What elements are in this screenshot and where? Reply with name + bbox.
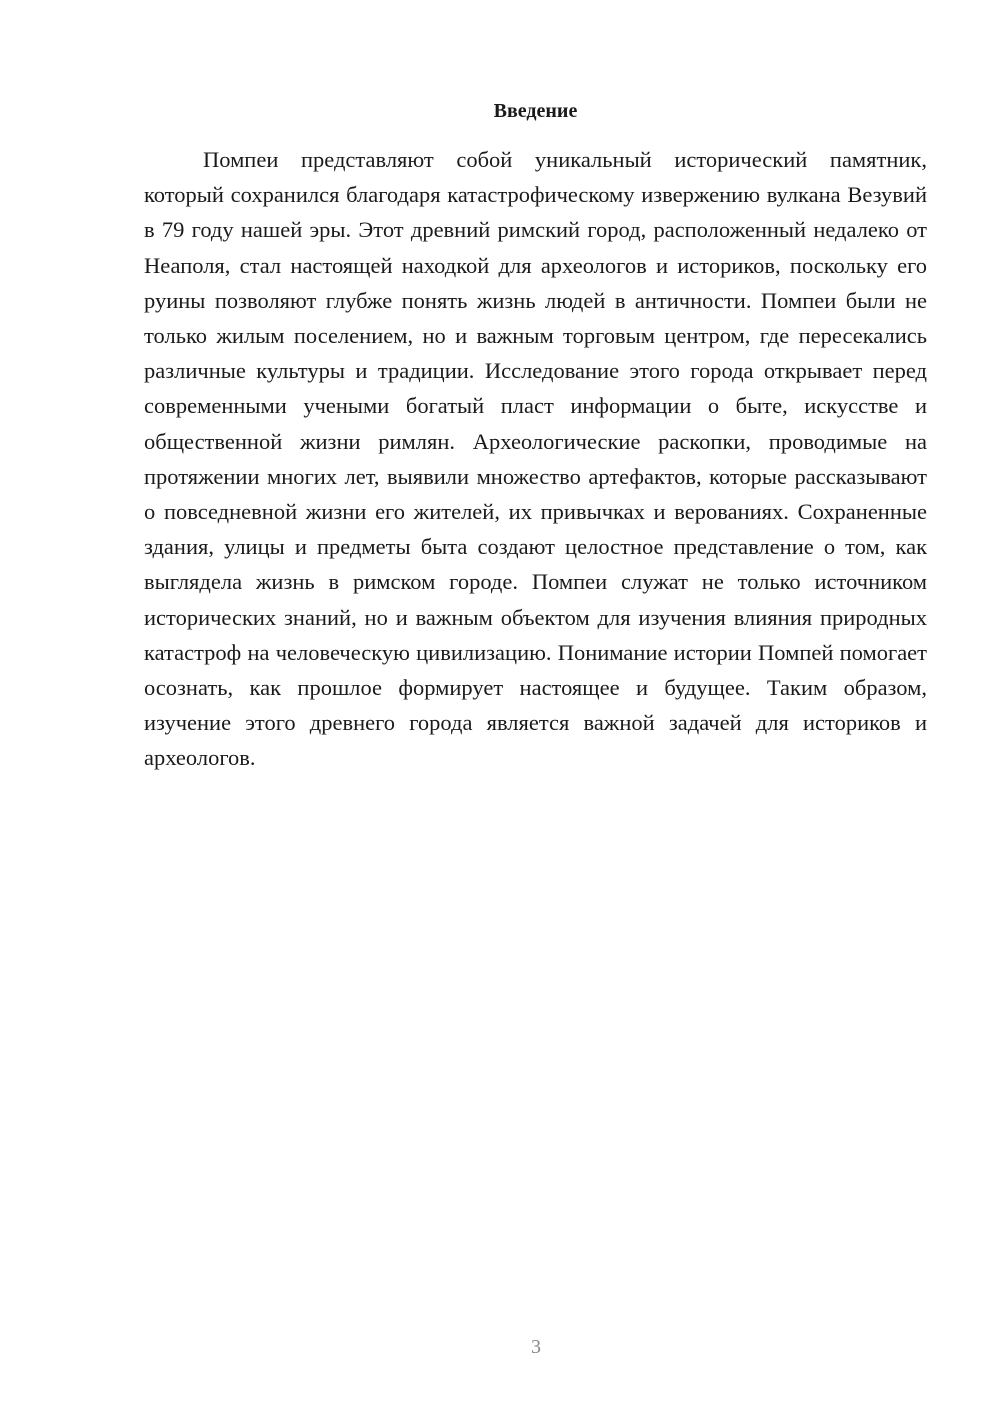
page-title: Введение <box>493 100 578 122</box>
body-paragraph: Помпеи представляют собой уникальный исторический памятник, который сохранился благодаря катастрофическому извержению вулкана Везувий в 79 году нашей эры. Этот древний римский город, расположенный недалеко от Неаполя, стал настоящей находкой для археологов и историков, поскольку его руины позволяют глубже понять жизнь людей в античности. Помпеи были не только жилым поселением, но и важным торговым центром, где пересекались различные культуры и традиции. Исследование этого города открывает перед современными учеными богатый пласт информации о быте, искусстве и общественной жизни римлян. Археологические раскопки, проводимые на протяжении многих лет, выявили множество артефактов, которые рассказывают о повседневной жизни его жителей, их привычках и верованиях. Сохраненные здания, улицы и предметы быта создают целостное представление о том, как выглядела жизнь в римском городе. Помпеи служат не только источником исторических знаний, но и важным объектом для изучения влияния природных катастроф на человеческую цивилизацию. Понимание истории Помпей помогает осознать, как прошлое формирует настоящее и будущее. Таким образом, изучение этого древнего города является важной задачей для историков и археологов. <box>144 147 927 771</box>
page-number: 3 <box>531 1336 541 1358</box>
